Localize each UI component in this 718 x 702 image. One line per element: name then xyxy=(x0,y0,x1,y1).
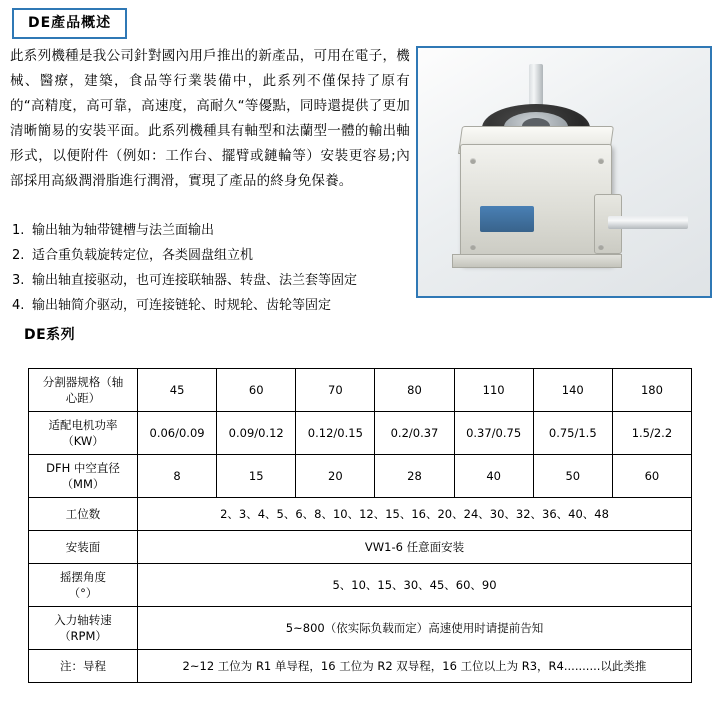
list-item-number: 4. xyxy=(12,298,25,313)
table-cell: 180 xyxy=(612,369,691,412)
list-item xyxy=(12,243,482,268)
list-item xyxy=(12,293,482,318)
list-item xyxy=(12,268,482,293)
table-cell: 50 xyxy=(533,455,612,498)
product-image xyxy=(416,46,712,298)
table-cell: 0.37/0.75 xyxy=(454,412,533,455)
table-cell: 0.75/1.5 xyxy=(533,412,612,455)
table-row xyxy=(29,531,692,564)
series-heading: DE系列 xyxy=(24,327,76,343)
row-header: 工位数 xyxy=(29,498,138,531)
row-header: 分割器规格（轴 心距） xyxy=(29,369,138,412)
table-row xyxy=(29,369,692,412)
input-shaft-icon xyxy=(608,216,688,229)
table-cell: 0.09/0.12 xyxy=(217,412,296,455)
table-cell: 5~800（依实际负载而定）高速使用时请提前告知 xyxy=(138,607,692,650)
row-header: 适配电机功率 （KW） xyxy=(29,412,138,455)
list-item-label: 输出轴直接驱动，也可连接联轴器、转盘、法兰套等固定 xyxy=(32,273,358,288)
table-cell: 45 xyxy=(138,369,217,412)
table-cell: 60 xyxy=(217,369,296,412)
intro-paragraph: 此系列機種是我公司針對國內用戶推出的新產品，可用在電子，機械、醫療，建築，食品等行業裝備中，此系列不僅保持了原有的“高精度，高可靠，高速度，高耐久“等優點，同時還提供了更加清晰簡易的安裝平面。此系列機種具有軸型和法蘭型一體的輸出軸形式，以便附件（例如：工作台、擺臂或鏈輪等）安裝更容易;內部採用高級潤滑脂進行潤滑，實現了產品的終身免保養。 xyxy=(10,48,410,189)
table-cell: 40 xyxy=(454,455,533,498)
table-row xyxy=(29,564,692,607)
housing-body-icon xyxy=(460,144,612,264)
bolt-icon xyxy=(598,244,604,250)
list-item-number: 2. xyxy=(12,248,25,263)
table-cell: 70 xyxy=(296,369,375,412)
row-header: 入力轴转速 （RPM） xyxy=(29,607,138,650)
row-header: 安装面 xyxy=(29,531,138,564)
table-row xyxy=(29,498,692,531)
list-item xyxy=(12,218,482,243)
list-item-label: 适合重负载旋转定位，各类圆盘组立机 xyxy=(32,248,254,263)
table-cell: 20 xyxy=(296,455,375,498)
bolt-icon xyxy=(470,158,476,164)
row-header: DFH 中空直径 （MM） xyxy=(29,455,138,498)
spec-table xyxy=(28,368,692,683)
table-cell: 60 xyxy=(612,455,691,498)
table-cell: 140 xyxy=(533,369,612,412)
table-cell: VW1-6 任意面安装 xyxy=(138,531,692,564)
table-cell: 2~12 工位为 R1 单导程，16 工位为 R2 双导程，16 工位以上为 R3，R4..........以此类推 xyxy=(138,650,692,683)
list-item-number: 1. xyxy=(12,223,25,238)
bolt-icon xyxy=(470,244,476,250)
table-cell: 28 xyxy=(375,455,454,498)
nameplate-icon xyxy=(480,206,534,232)
feature-list xyxy=(12,218,482,318)
table-row xyxy=(29,607,692,650)
table-cell: 15 xyxy=(217,455,296,498)
table-cell: 8 xyxy=(138,455,217,498)
table-cell: 5、10、15、30、45、60、90 xyxy=(138,564,692,607)
table-row xyxy=(29,455,692,498)
table-cell: 0.06/0.09 xyxy=(138,412,217,455)
list-item-label: 输出轴简介驱动，可连接链轮、时规轮、齿轮等固定 xyxy=(32,298,332,313)
page-title: DE產品概述 xyxy=(12,8,127,39)
table-cell: 110 xyxy=(454,369,533,412)
row-header: 注：导程 xyxy=(29,650,138,683)
spec-table-container xyxy=(28,368,692,683)
table-cell: 0.12/0.15 xyxy=(296,412,375,455)
list-item-label: 输出轴为轴带键槽与法兰面输出 xyxy=(32,223,215,238)
bolt-icon xyxy=(598,158,604,164)
table-row xyxy=(29,650,692,683)
row-header: 摇摆角度 （°） xyxy=(29,564,138,607)
table-cell: 1.5/2.2 xyxy=(612,412,691,455)
table-cell: 80 xyxy=(375,369,454,412)
list-item-number: 3. xyxy=(12,273,25,288)
base-plate-icon xyxy=(452,254,622,268)
table-row xyxy=(29,412,692,455)
table-cell: 0.2/0.37 xyxy=(375,412,454,455)
table-cell: 2、3、4、5、6、8、10、12、15、16、20、24、30、32、36、40、48 xyxy=(138,498,692,531)
